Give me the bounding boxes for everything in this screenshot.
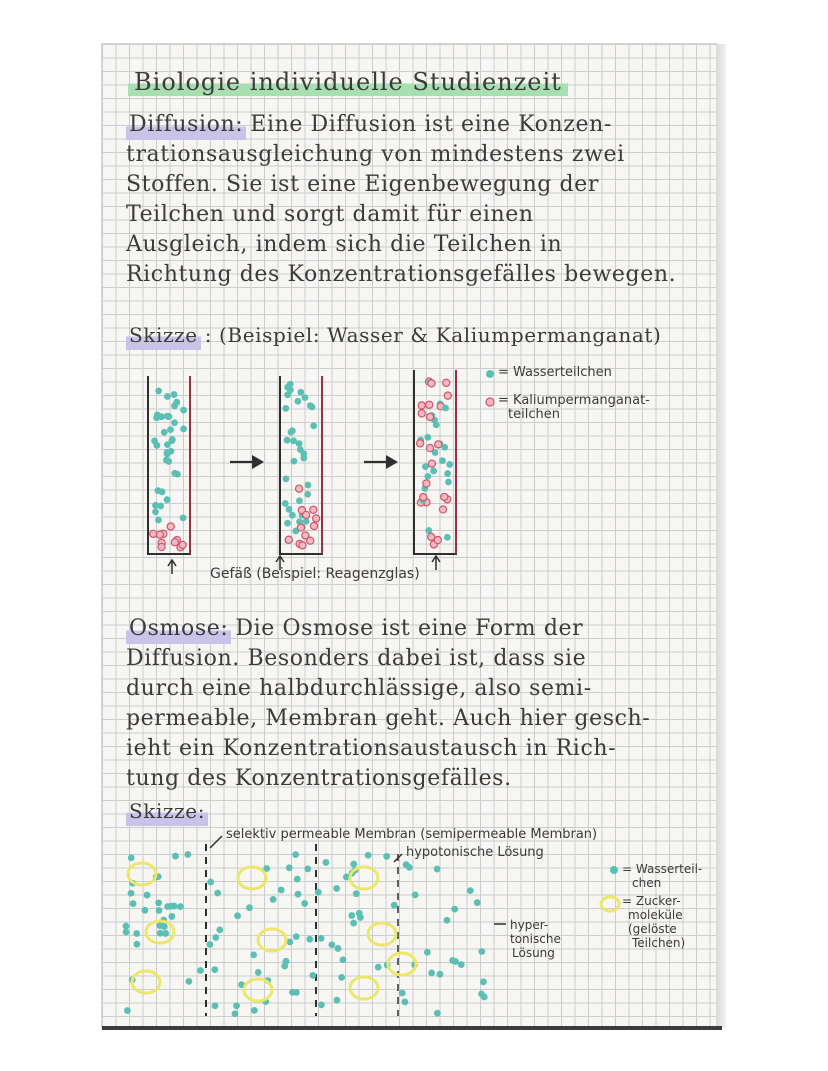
osmosis-water-particle — [481, 994, 488, 1001]
osmosis-water-particle — [449, 957, 456, 964]
osmosis-water-particle — [309, 972, 316, 979]
sugar-molecule — [238, 867, 266, 889]
osmosis-water-particle — [458, 961, 465, 968]
sugar-molecule — [244, 979, 272, 1001]
osmosis-water-particle — [206, 941, 213, 948]
osmosis-water-particle — [304, 865, 311, 872]
membrane-label: selektiv permeable Membran (semipermeable Membran) — [226, 827, 598, 842]
osmosis-water-particle — [207, 879, 214, 886]
osmosis-water-particle — [184, 851, 191, 858]
osmosis-water-particle — [350, 861, 357, 868]
osmosis-water-particle — [123, 929, 130, 936]
notebook-page — [102, 44, 716, 1028]
osmosis-water-particle — [197, 967, 204, 974]
osmosis-water-particle — [278, 887, 285, 894]
legend-sugar-label-2: moleküle — [628, 908, 683, 922]
osmosis-water-particle — [171, 903, 178, 910]
osmosis-water-particle — [294, 876, 301, 883]
legend-kmno4-label-2: teilchen — [508, 407, 560, 422]
sugar-molecule — [132, 971, 160, 993]
legend-sugar-blob — [601, 897, 619, 911]
osmosis-water-particle — [357, 914, 364, 921]
legend-water-label: = Wasserteilchen — [498, 365, 612, 380]
osmosis-water-particle — [334, 997, 341, 1004]
osmosis-water-particle — [306, 936, 313, 943]
osmosis-water-particle — [444, 917, 451, 924]
osmosis-water-particle — [234, 912, 241, 919]
diffusion-text: Eine Diffusion ist eine Konzen- — [250, 112, 612, 137]
osmosis-sketch — [102, 44, 716, 1028]
osmosis-water-particle — [281, 963, 288, 970]
page-edge — [716, 44, 726, 1028]
osmosis-water-particle — [340, 956, 347, 963]
osmose-line-3: durch eine halbdurchlässige, also semi- — [126, 676, 592, 701]
osmosis-water-particle — [335, 945, 342, 952]
osmosis-water-particle — [428, 970, 435, 977]
osmosis-water-particle — [467, 887, 474, 894]
osmosis-water-particle — [130, 900, 137, 907]
osmosis-water-particle — [214, 890, 221, 897]
legend-sugar-label-4: Teilchen) — [632, 936, 686, 950]
osmosis-water-particle — [323, 859, 330, 866]
sugar-molecule — [128, 863, 156, 885]
legend-sugar-label-3: (gelöste — [628, 922, 677, 936]
osmose-line-6: tung des Konzentrationsgefälles. — [126, 766, 512, 791]
osmosis-water-particle — [338, 974, 345, 981]
osmosis-water-particle — [333, 885, 340, 892]
osmosis-water-particle — [156, 922, 163, 929]
osmosis-water-particle — [156, 907, 163, 914]
legend-kmno4-label-1: = Kaliumpermanganat- — [498, 393, 650, 408]
diffusion-line-3: Stoffen. Sie ist eine Eigenbewegung der — [126, 172, 599, 197]
osmosis-water-particle — [250, 951, 257, 958]
osmosis-water-particle — [365, 852, 372, 859]
osmosis-water-particle — [424, 949, 431, 956]
osmosis-water-particle — [383, 853, 390, 860]
osmosis-water-particle — [406, 864, 413, 871]
osmose-sketch-label: Skizze: — [126, 796, 208, 826]
osmosis-water-particle — [292, 851, 299, 858]
osmosis-water-particle — [211, 966, 218, 973]
sugar-molecule — [258, 929, 286, 951]
legend-sugar-label-1: = Zucker- — [622, 894, 681, 908]
osmosis-water-particle — [480, 978, 487, 985]
osmosis-water-particle — [186, 978, 193, 985]
hypertonic-label-1: hyper- — [510, 918, 549, 932]
osmosis-water-particle — [177, 903, 184, 910]
osmosis-water-particle — [128, 854, 135, 861]
osmosis-water-particle — [251, 1007, 258, 1014]
osmosis-water-particle — [287, 939, 294, 946]
diffusion-heading: Diffusion: — [126, 110, 246, 140]
osmose-line-4: permeable, Membran geht. Auch hier gesch- — [126, 706, 651, 731]
legend-water-label-1: = Wasserteil- — [622, 862, 703, 876]
osmosis-water-particle — [451, 906, 458, 913]
osmosis-water-particle — [212, 1002, 219, 1009]
page-title: Biologie individuelle Studienzeit — [128, 68, 568, 96]
osmosis-water-particle — [141, 907, 148, 914]
osmosis-water-particle — [293, 989, 300, 996]
osmosis-water-particle — [255, 969, 262, 976]
osmosis-water-particle — [124, 1007, 131, 1014]
osmosis-water-particle — [172, 853, 179, 860]
osmosis-water-particle — [286, 864, 293, 871]
osmosis-water-particle — [436, 971, 443, 978]
hypertonic-label-3: Lösung — [512, 946, 555, 960]
osmosis-water-particle — [391, 902, 398, 909]
osmosis-water-particle — [246, 904, 253, 911]
osmose-text: Die Osmose ist eine Form der — [235, 616, 584, 641]
osmose-line-5: ieht ein Konzentrationsaustausch in Rich- — [126, 736, 617, 761]
osmosis-water-particle — [434, 866, 441, 873]
sugar-molecule — [350, 867, 378, 889]
hypertonic-label-2: tonische — [510, 932, 561, 946]
page-bottom-edge — [102, 1026, 722, 1030]
osmosis-water-particle — [348, 912, 355, 919]
osmosis-water-particle — [164, 903, 171, 910]
osmosis-water-particle — [123, 923, 130, 930]
osmosis-water-particle — [474, 899, 481, 906]
osmosis-water-particle — [144, 892, 151, 899]
osmosis-water-particle — [295, 891, 302, 898]
osmose-line-2: Diffusion. Besonders dabei ist, dass sie — [126, 646, 587, 671]
diffusion-line-5: Ausgleich, indem sich die Teilchen in — [126, 232, 563, 257]
osmosis-water-particle — [155, 899, 162, 906]
diffusion-line-6: Richtung des Konzentrationsgefälles bewegen. — [126, 262, 677, 287]
osmosis-water-particle — [133, 930, 140, 937]
osmosis-water-particle — [328, 941, 335, 948]
osmosis-water-particle — [212, 934, 219, 941]
sketch-label: Skizze — [126, 320, 201, 350]
osmosis-water-particle — [478, 948, 485, 955]
diffusion-line-2: trationsausgleichung von mindestens zwei — [126, 142, 625, 167]
legend-osmosis-water-dot — [610, 866, 618, 874]
osmosis-water-particle — [293, 933, 300, 940]
osmosis-water-particle — [315, 889, 322, 896]
legend-water-label-2: chen — [632, 876, 662, 890]
osmose-heading: Osmose: — [126, 614, 231, 644]
osmosis-water-particle — [353, 890, 360, 897]
osmosis-water-particle — [318, 935, 325, 942]
osmosis-water-particle — [318, 1001, 325, 1008]
vessel-caption: Gefäß (Beispiel: Reagenzglas) — [210, 566, 420, 582]
osmosis-water-particle — [301, 900, 308, 907]
osmosis-water-particle — [402, 999, 409, 1006]
sugar-molecule — [350, 977, 378, 999]
osmosis-water-particle — [128, 890, 135, 897]
osmosis-water-particle — [270, 896, 277, 903]
osmosis-water-particle — [168, 913, 175, 920]
osmosis-water-particle — [399, 990, 406, 997]
osmosis-water-particle — [233, 1002, 240, 1009]
hypotonic-label: hypotonische Lösung — [406, 845, 544, 860]
osmosis-water-particle — [412, 891, 419, 898]
osmosis-water-particle — [133, 941, 140, 948]
osmosis-water-particle — [232, 1010, 239, 1017]
membrane-arrow — [210, 836, 222, 848]
osmosis-water-particle — [350, 920, 357, 927]
osmosis-water-particle — [216, 926, 223, 933]
sketch-caption: : (Beispiel: Wasser & Kaliumpermanganat) — [204, 323, 662, 347]
osmosis-water-particle — [375, 964, 382, 971]
osmosis-water-particle — [434, 1010, 441, 1017]
sugar-molecule — [368, 923, 396, 945]
osmosis-water-particle — [157, 930, 164, 937]
diffusion-line-4: Teilchen und sorgt damit für einen — [126, 202, 534, 227]
